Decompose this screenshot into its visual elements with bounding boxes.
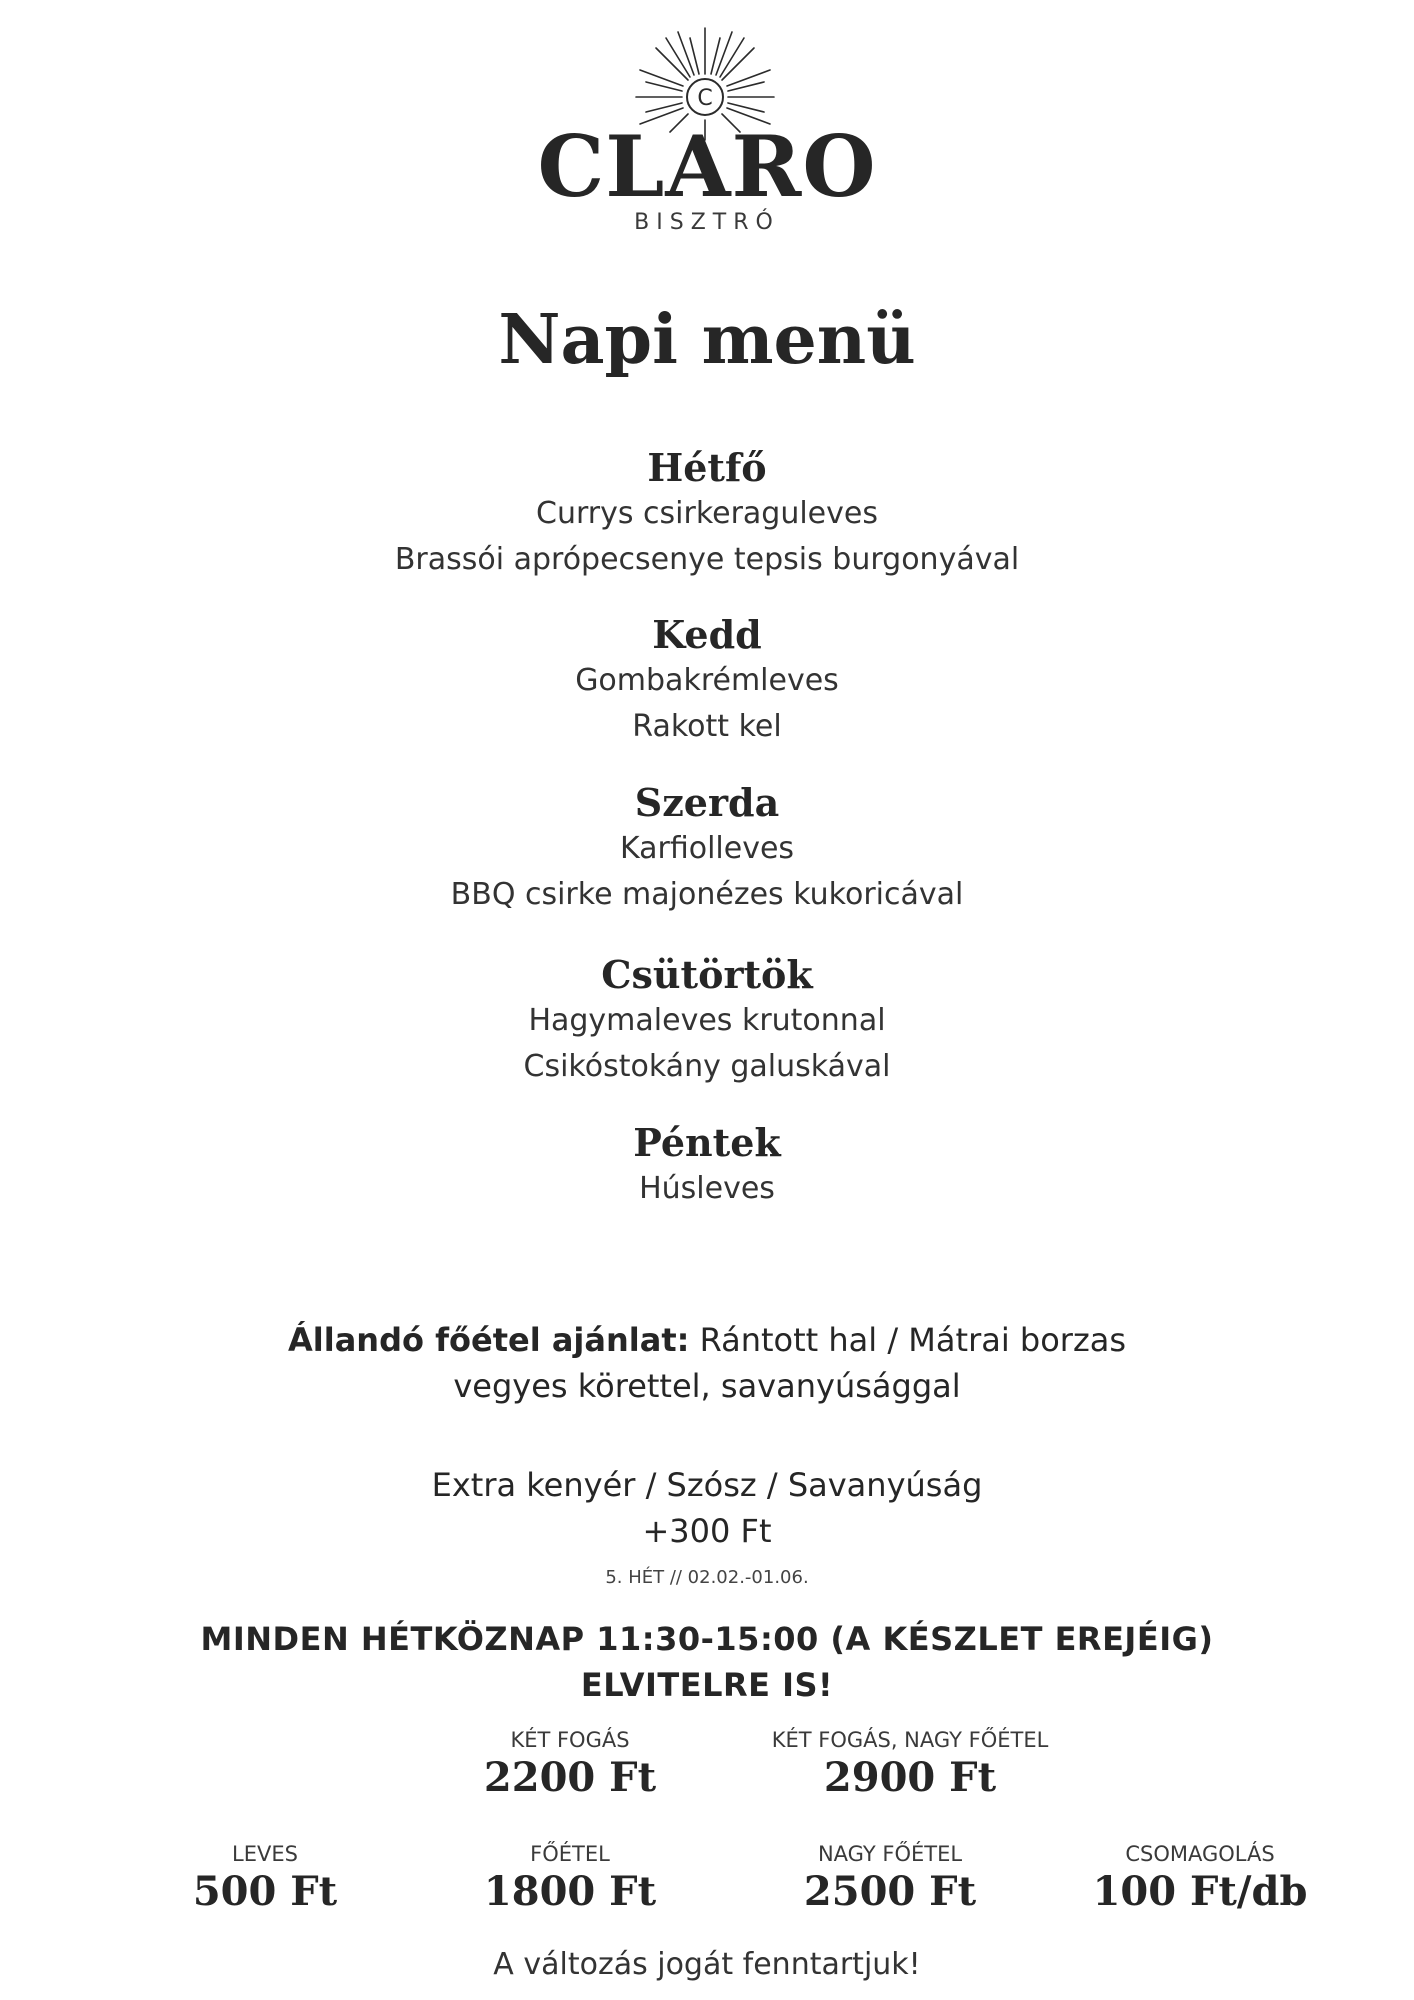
extras-price: +300 Ft: [642, 1512, 772, 1550]
price-label: NAGY FŐÉTEL: [817, 1842, 963, 1866]
day-heading: Szerda: [634, 780, 780, 825]
day-wednesday: [0, 780, 1414, 918]
price-soup: [155, 1841, 375, 1917]
brand-subtitle: BISZTRÓ: [634, 210, 780, 235]
price-packaging: [1070, 1841, 1330, 1917]
day-heading: Péntek: [633, 1120, 781, 1165]
day-thursday: [0, 952, 1414, 1090]
price-label: LEVES: [232, 1842, 298, 1866]
price-label: KÉT FOGÁS, NAGY FŐÉTEL: [771, 1728, 1049, 1752]
price-combo-two-courses: [470, 1727, 670, 1803]
day-monday: [0, 445, 1414, 583]
week-info: 5. HÉT // 02.02.-01.06.: [605, 1567, 809, 1588]
dish-item: Karfiolleves: [619, 831, 795, 866]
opening-hours: [0, 1616, 1414, 1708]
page-title: Napi menü: [498, 300, 916, 380]
day-heading: Csütörtök: [601, 952, 813, 997]
dish-item: Brassói aprópecsenye tepsis burgonyával: [394, 542, 1020, 577]
price-combo-large: [740, 1727, 1080, 1803]
price-value: 2200 Ft: [483, 1754, 657, 1801]
day-heading: Kedd: [652, 612, 762, 657]
dish-item: Húsleves: [639, 1171, 775, 1206]
extras-items: Extra kenyér / Szósz / Savanyúság: [431, 1466, 983, 1504]
offer-text: Rántott hal / Mátrai borzas: [689, 1321, 1127, 1359]
day-friday: [0, 1120, 1414, 1212]
dish-item: Currys csirkeraguleves: [536, 496, 878, 531]
logo-mark: C: [697, 86, 713, 111]
price-label: CSOMAGOLÁS: [1125, 1842, 1275, 1866]
day-heading: Hétfő: [647, 445, 767, 490]
price-label: FŐÉTEL: [530, 1842, 610, 1866]
price-value: 2500 Ft: [803, 1868, 977, 1915]
brand-name: CLARO: [537, 117, 877, 216]
dish-item: Hagymaleves krutonnal: [528, 1003, 886, 1038]
takeaway-line: ELVITELRE IS!: [580, 1666, 834, 1704]
dish-item: BBQ csirke majonézes kukoricával: [450, 877, 964, 912]
offer-label: Állandó főétel ajánlat:: [287, 1321, 690, 1359]
price-value: 100 Ft/db: [1092, 1868, 1308, 1915]
footer-disclaimer: A változás jogát fenntartjuk!: [493, 1947, 921, 1982]
dish-item: Gombakrémleves: [575, 663, 839, 698]
price-main: [450, 1841, 690, 1917]
permanent-offer: [0, 1317, 1414, 1409]
dish-item: Csikóstokány galuskával: [523, 1049, 891, 1084]
dish-item: Rakott kel: [632, 709, 782, 744]
price-value: 500 Ft: [192, 1868, 338, 1915]
hours-line: MINDEN HÉTKÖZNAP 11:30-15:00 (A KÉSZLET EREJÉIG): [200, 1620, 1214, 1658]
price-label: KÉT FOGÁS: [510, 1728, 630, 1752]
price-large-main: [765, 1841, 1015, 1917]
offer-text-line2: vegyes körettel, savanyúsággal: [453, 1367, 961, 1405]
extras: [0, 1462, 1414, 1554]
day-tuesday: [0, 612, 1414, 750]
price-value: 1800 Ft: [483, 1868, 657, 1915]
price-value: 2900 Ft: [823, 1754, 997, 1801]
